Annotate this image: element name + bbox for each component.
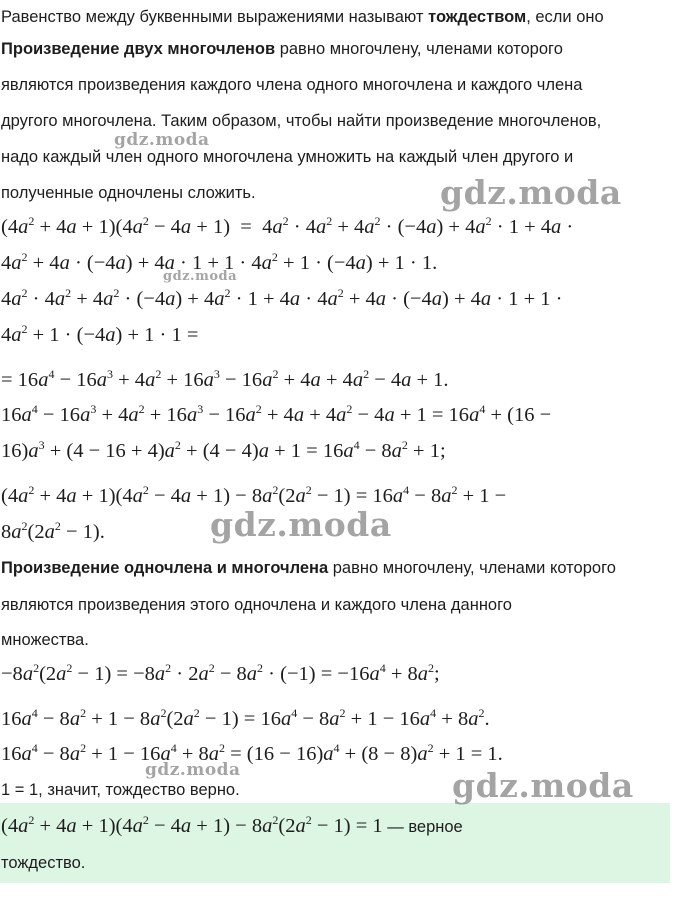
- equation-line-6: $16a^4 - 16a^3 + 4a^2 + 16a^3 - 16a^2 + 4a + 4a^2 - 4a + 1 = 16a^4 + (16$ −: [1, 402, 552, 426]
- rule2-line-2: являются произведения этого одночлена и каждого члена данного: [1, 596, 512, 614]
- term-identity: тождеством: [428, 8, 527, 26]
- intro-line-5: надо каждый член одного многочлена умножить на каждый член другого и: [1, 148, 574, 166]
- equation-line-4: $4a^2 + 1 \cdot (-4a) + 1 \cdot 1$ =: [1, 322, 199, 346]
- equation-line-3: $4a^2 \cdot 4a^2 + 4a^2 \cdot (-4a) + 4a^2 \cdot 1 + 4a \cdot 4a^2 + 4a \cdot (-4a) + 4a \cdot 1 + 1$ ·: [1, 286, 563, 310]
- equation-line-2: $4a^2 + 4a \cdot (-4a) + 4a \cdot 1 + 1 \cdot 4a^2 + 1 \cdot (-4a) + 1 \cdot 1$.: [1, 250, 438, 274]
- watermark: gdz.moda: [145, 760, 241, 780]
- conclusion-line-1: $(4a^2 + 4a + 1)(4a^2 - 4a + 1) - 8a^2(2a^2 - 1) = 1$ — верное: [1, 813, 463, 837]
- watermark: gdz.moda: [114, 130, 210, 150]
- equation-line-1: $(4a^2 + 4a + 1)(4a^2 - 4a + 1) = 4a^2 \cdot 4a^2 + 4a^2 \cdot (-4a) + 4a^2 \cdot 1 + 4a$ ·: [1, 214, 574, 238]
- check-line: 1 = 1, значит, тождество верно.: [1, 781, 240, 799]
- watermark: gdz.moda: [440, 173, 622, 212]
- equation-line-8: $(4a^2 + 4a + 1)(4a^2 - 4a + 1) - 8a^2(2a^2 - 1) = 16a^4 - 8a^2 + 1$ −: [1, 483, 507, 507]
- watermark: gdz.moda: [210, 505, 392, 544]
- equation-line-9: $8a^2(2a^2 - 1)$.: [1, 519, 105, 543]
- rule2-line-3: множества.: [1, 631, 89, 649]
- equation-line-10: $-8a^2(2a^2 - 1) = -8a^2 \cdot 2a^2 - 8a^2 \cdot (-1) = -16a^4 + 8a^2$;: [1, 661, 440, 685]
- intro-line-1: Равенство между буквенными выражениями называют тождеством, если оно: [1, 8, 604, 26]
- equation-line-11: $16a^4 - 8a^2 + 1 - 8a^2(2a^2 - 1) = 16a^4 - 8a^2 + 1 - 16a^4 + 8a^2$.: [1, 706, 490, 730]
- term-polynomial-product: Произведение двух многочленов: [1, 40, 276, 58]
- equation-line-5: = $16a^4 - 16a^3 + 4a^2 + 16a^3 - 16a^2 + 4a + 4a^2 - 4a + 1$.: [1, 367, 449, 391]
- term-monomial-product: Произведение одночлена и многочлена: [1, 559, 329, 577]
- conclusion-line-2: тождество.: [1, 854, 86, 872]
- equation-line-12: $16a^4 - 8a^2 + 1 - 16a^4 + 8a^2 = (16 - 16)a^4 + (8 - 8)a^2 + 1 = 1$.: [1, 741, 503, 765]
- intro-line-4: другого многочлена. Таким образом, чтобы найти произведение многочленов,: [1, 112, 602, 130]
- intro-line-2: Произведение двух многочленов равно многочлену, членами которого: [1, 40, 563, 58]
- equation-line-7: $16)a^3 + (4 - 16 + 4)a^2 + (4 - 4)a + 1 = 16a^4 - 8a^2 + 1$;: [1, 438, 446, 462]
- rule2-line-1: Произведение одночлена и многочлена равно многочлену, членами которого: [1, 559, 616, 577]
- watermark: gdz.moda: [452, 766, 634, 805]
- watermark: gdz.moda: [163, 269, 238, 284]
- intro-line-3: являются произведения каждого члена одного многочлена и каждого члена: [1, 76, 583, 94]
- intro-line-6: полученные одночлены сложить.: [1, 184, 256, 202]
